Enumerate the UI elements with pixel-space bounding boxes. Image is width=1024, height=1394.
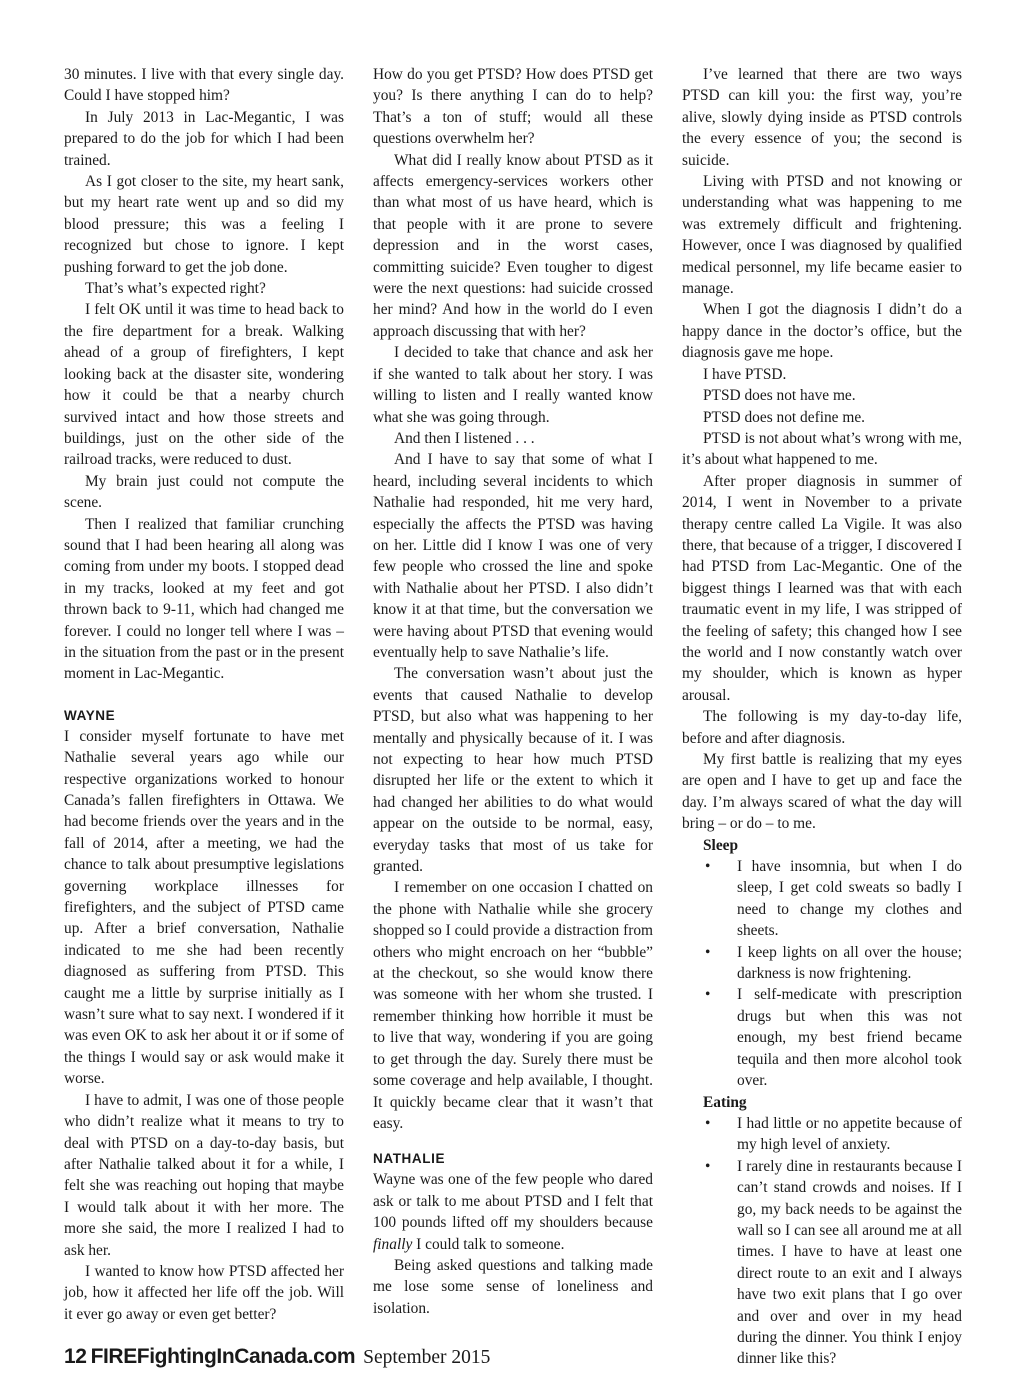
issue-date: September 2015 <box>363 1347 491 1368</box>
list-item: • I self-medicate with prescription drugs but when this was not enough, my best friend became tequila and then more alcohol took over. <box>737 984 962 1091</box>
list-item: • I have insomnia, but when I do sleep, I get cold sweats so badly I need to change my clothes and sheets. <box>737 856 962 942</box>
paragraph: PTSD does not define me. <box>703 408 866 426</box>
paragraph: And I have to say that some of what I heard, including several incidents to which Nathalie had responded, hit me very hard, especially the affects the PTSD was having on her. Little did I know I was one of very few people who crossed the line and spoke with Nathalie about her PTSD. I also didn’t know it at that time, but the conversation we were having about PTSD that evening would eventually help to save Nathalie’s life. <box>373 451 653 661</box>
paragraph: 30 minutes. I live with that every single day. Could I have stopped him? <box>64 66 344 105</box>
paragraph: I felt OK until it was time to head back to the fire department for a break. Walking ahead of a group of firefighters, I kept looking back at the disaster site, wondering how it could be that a nearby church survived intact and how those streets and buildings, just on the other side of the railroad tracks, were reduced to dust. <box>64 301 344 469</box>
list-item: • I keep lights on all over the house; darkness is now frightening. <box>737 942 962 985</box>
emphasis-text: finally <box>373 1235 413 1253</box>
paragraph-text-end: I could talk to someone. <box>412 1235 565 1253</box>
paragraph: When I got the diagnosis I didn’t do a happy dance in the doctor’s office, but the diagnosis gave me hope. <box>682 301 962 362</box>
paragraph: What did I really know about PTSD as it affects emergency-services workers other than what most of us have heard, which is that people with it are prone to severe depression and in the worst cases, committing suicide? Even tougher to digest were the next questions: had suicide crossed her mind? And how in the world do I even approach discussing that with her? <box>373 151 653 340</box>
page-number: 12 <box>64 1345 87 1368</box>
list-item: • I rarely dine in restaurants because I can’t stand crowds and noises. If I go, my back needs to be against the wall so I can see all around me at all times. I have to have at least one direct route to an exit and I always have two exit plans that I go over and over and over in my head during the dinner. You think I enjoy dinner like this? <box>737 1156 962 1370</box>
paragraph: That’s what’s expected right? <box>85 280 266 298</box>
paragraph: In July 2013 in Lac-Megantic, I was prepared to do the job for which I had been trained. <box>64 108 344 169</box>
section-heading-wayne: WAYNE <box>64 707 116 723</box>
paragraph: I remember on one occasion I chatted on the phone with Nathalie while she grocery shopped so I could provide a distraction from others who might encroach on her “bubble” at the checkout, so she would know there was someone with her whom she trusted. I remember thinking how horrible it must be to live that way, wondering if you are going to get through the day. Surely there must be some coverage and help available, I thought. It quickly became clear that it wasn’t that easy. <box>373 879 653 1132</box>
paragraph: As I got closer to the site, my heart sank, but my heart rate went up and so did my blood pressure; this was a feeling I recognized but chose to ignore. I kept pushing forward to get the job done. <box>64 173 344 276</box>
paragraph: PTSD does not have me. <box>703 387 856 405</box>
paragraph: I decided to take that chance and ask her if she wanted to talk about her story. I was willing to listen and I really wanted know what she was going through. <box>373 344 653 426</box>
paragraph-text: Wayne was one of the few people who dared ask or talk to me about PTSD and I felt that 100 pounds lifted off my shoulders because <box>373 1171 653 1232</box>
page-footer <box>64 1345 490 1369</box>
magazine-name: FIREFightingInCanada.com <box>90 1345 356 1368</box>
paragraph: And then I listened . . . <box>394 429 535 447</box>
paragraph: I have PTSD. <box>703 365 787 383</box>
paragraph: Being asked questions and talking made me lose some sense of loneliness and isolation. <box>373 1256 653 1317</box>
paragraph: I consider myself fortunate to have met Nathalie several years ago while our respective organizations worked to honour Canada’s fallen firefighters in Ottawa. We had become friends over the years and in the fall of 2014, after a meeting, we had the chance to talk about presumptive legislations governing workplace illnesses for firefighters, and the subject of PTSD came up. After a brief conversation, Nathalie indicated to me she had been recently diagnosed as suffering from PTSD. This caught me a little by surprise initially as I wasn’t sure what to say next. I wondered if it was even OK to ask her about it or if some of the things I would say or ask would make it worse. <box>64 727 344 1088</box>
sleep-list <box>682 856 962 1091</box>
paragraph: After proper diagnosis in summer of 2014, I went in November to a private therapy centre called La Vigile. It was also there, that because of a trigger, I discovered I had PTSD from Lac-Megantic. One of the biggest things I learned was that with each traumatic event in my life, I was stripped of the feeling of safety; this changed how I see the world and I now constantly watch over my shoulder, which is known as hyper arousal. <box>682 472 962 704</box>
paragraph: How do you get PTSD? How does PTSD get you? Is there anything I can do to help? That’s a ton of stuff; would all these questions overwhelm her? <box>373 66 653 148</box>
article-column-1 <box>64 64 344 1325</box>
subheading-eating: Eating <box>703 1093 747 1111</box>
paragraph <box>373 1169 653 1255</box>
paragraph: The conversation wasn’t about just the events that caused Nathalie to develop PTSD, but also what was happening to her mentally and physically because of it. I was not expecting to hear how much PTSD disrupted her life or the extent to which it had changed her abilities to do what would appear on the outside to be normal, easy, everyday tasks that most of us take for granted. <box>373 665 653 876</box>
paragraph: I have to admit, I was one of those people who didn’t realize what it means to try to deal with PTSD on a day-to-day basis, but after Nathalie talked about it for a while, I felt she was reaching out hoping that maybe I would talk about it with her more. The more she said, the more I realized I had to ask her. <box>64 1091 344 1259</box>
article-column-3 <box>682 64 962 1370</box>
paragraph: My first battle is realizing that my eyes are open and I have to get up and face the day. I’m always scared of what the day will bring – or do – to me. <box>682 751 962 833</box>
article-column-2 <box>373 64 653 1319</box>
subheading-sleep: Sleep <box>703 836 739 854</box>
paragraph: PTSD is not about what’s wrong with me, it’s about what happened to me. <box>682 429 962 469</box>
list-item: • I had little or no appetite because of my high level of anxiety. <box>737 1113 962 1156</box>
paragraph: The following is my day-to-day life, before and after diagnosis. <box>682 708 962 747</box>
paragraph: My brain just could not compute the scene. <box>64 472 344 512</box>
section-heading-nathalie: NATHALIE <box>373 1151 446 1167</box>
eating-list <box>682 1113 962 1370</box>
paragraph: I wanted to know how PTSD affected her job, how it affected her life off the job. Will it ever go away or even get better? <box>64 1262 344 1323</box>
paragraph: I’ve learned that there are two ways PTSD can kill you: the first way, you’re alive, slowly dying inside as PTSD controls the every essence of you; the second is suicide. <box>682 66 962 169</box>
paragraph: Then I realized that familiar crunching sound that I had been hearing all along was coming from under my boots. I stopped dead in my tracks, looked at my feet and got thrown back to 9-11, which had changed me forever. I could no longer tell where I was – in the situation from the past or in the present moment in Lac-Megantic. <box>64 515 344 683</box>
paragraph: Living with PTSD and not knowing or understanding what was happening to me was extremely difficult and frightening. However, once I was diagnosed by qualified medical personnel, my life became easier to manage. <box>682 173 962 298</box>
